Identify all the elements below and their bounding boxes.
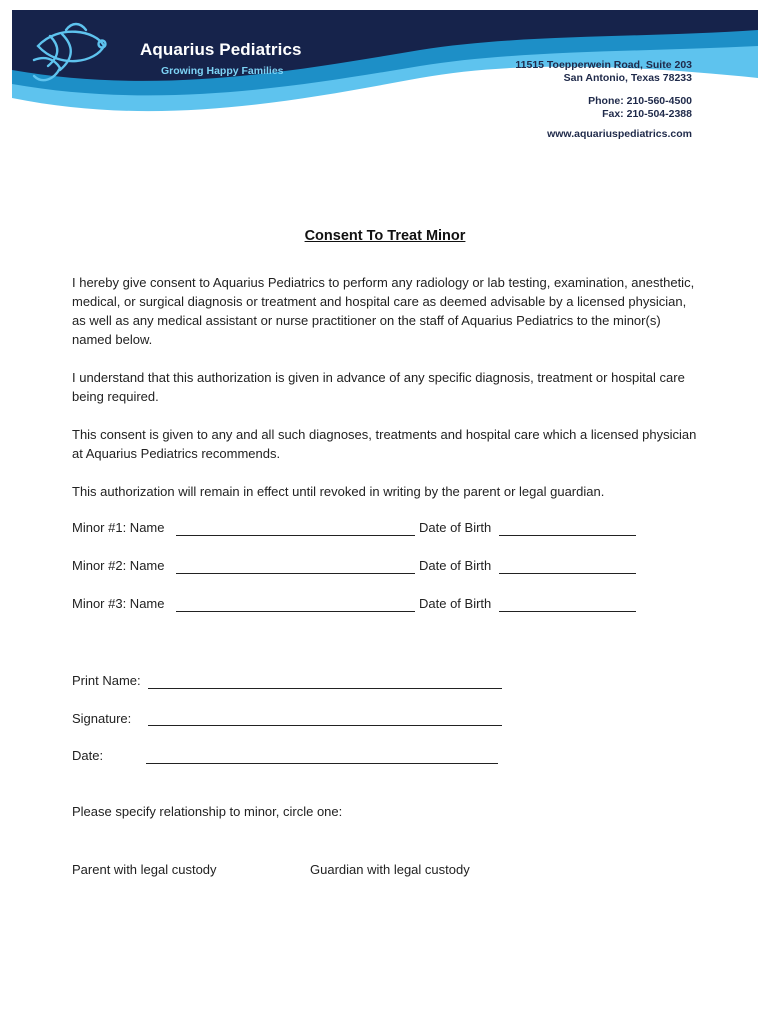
option-parent[interactable]: Parent with legal custody: [72, 862, 217, 877]
relationship-prompt: Please specify relationship to minor, circle one:: [72, 804, 343, 819]
minor-3-name-field[interactable]: [176, 611, 415, 612]
minor-3-name-label: Minor #3: Name: [72, 596, 165, 611]
minor-3-dob-field[interactable]: [499, 611, 636, 612]
minor-2-name-label: Minor #2: Name: [72, 558, 165, 573]
date-label: Date:: [72, 748, 104, 763]
phone-block: [588, 95, 692, 121]
print-name-field[interactable]: [148, 688, 502, 689]
fax-number: Fax: 210-504-2388: [602, 108, 692, 120]
minor-2-dob-label: Date of Birth: [419, 558, 492, 573]
document-title: Consent To Treat Minor: [304, 228, 466, 244]
brand-tagline: Growing Happy Families: [161, 65, 284, 77]
minor-1-dob-label: Date of Birth: [419, 520, 492, 535]
website-link[interactable]: www.aquariuspediatrics.com: [547, 128, 692, 140]
phone-number: Phone: 210-560-4500: [588, 95, 692, 107]
website-block: [547, 128, 692, 141]
print-name-label: Print Name:: [72, 673, 141, 688]
minor-2-dob-field[interactable]: [499, 573, 636, 574]
minor-1-name-field[interactable]: [176, 535, 415, 536]
consent-paragraph-4: This authorization will remain in effect until revoked in writing by the parent or legal guardian.: [72, 484, 605, 499]
consent-paragraph-2: I understand that this authorization is given in advance of any specific diagnosis, treatment or hospital care being required.: [72, 370, 685, 404]
minor-3-dob-label: Date of Birth: [419, 596, 492, 611]
date-field[interactable]: [146, 763, 498, 764]
consent-paragraph-1: I hereby give consent to Aquarius Pediatrics to perform any radiology or lab testing, examination, anesthetic, medical, or surgical diagnosis or treatment and hospital care as deemed advisable by a licensed physician, as well as any medical assistant or nurse practitioner on the staff of Aquarius Pediatrics to the minor(s) named below.: [72, 275, 695, 347]
minor-2-name-field[interactable]: [176, 573, 415, 574]
address-line-2: San Antonio, Texas 78233: [563, 72, 692, 84]
signature-label: Signature:: [72, 711, 132, 726]
consent-paragraph-3: This consent is given to any and all such diagnoses, treatments and hospital care which a licensed physician at Aquarius Pediatrics recommends.: [72, 427, 697, 461]
minor-1-name-label: Minor #1: Name: [72, 520, 165, 535]
address-block: [515, 59, 692, 85]
minor-1-dob-field[interactable]: [499, 535, 636, 536]
option-guardian[interactable]: Guardian with legal custody: [310, 862, 470, 877]
brand-name: Aquarius Pediatrics: [140, 40, 302, 59]
address-line-1: 11515 Toepperwein Road, Suite 203: [515, 59, 692, 71]
signature-field[interactable]: [148, 725, 502, 726]
logo-text: [140, 40, 302, 77]
